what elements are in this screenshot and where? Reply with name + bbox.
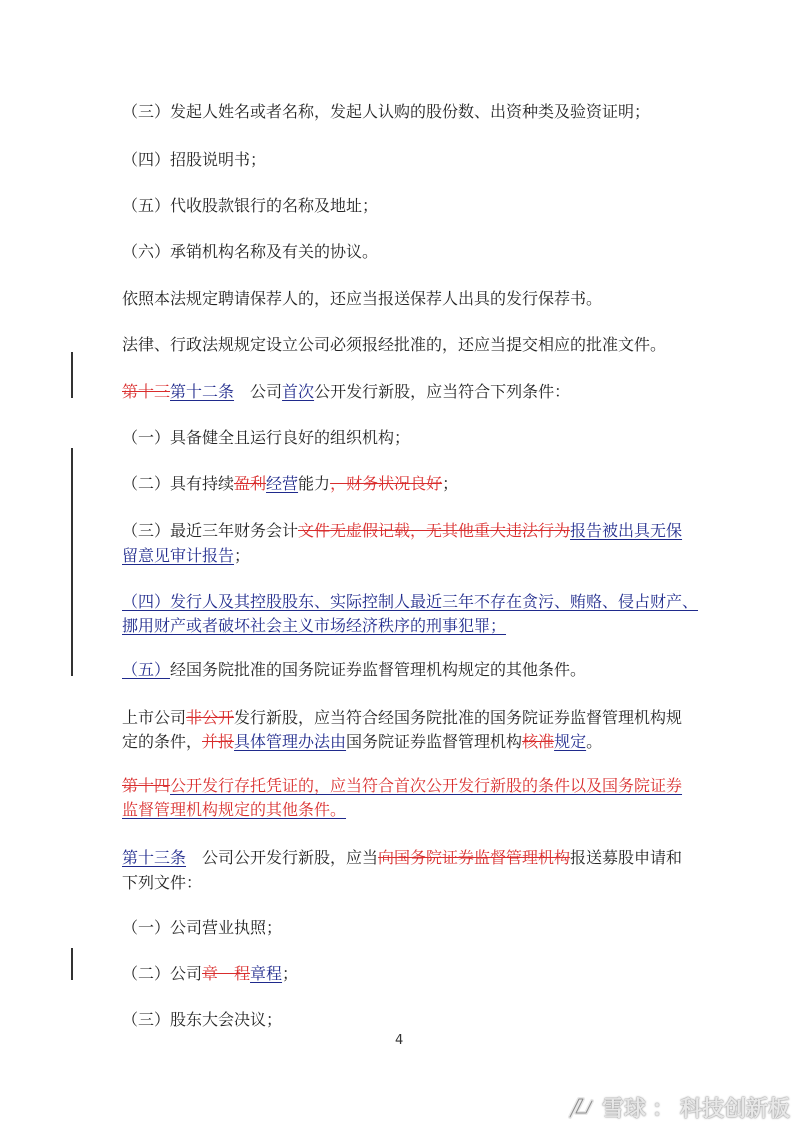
watermark-separator: ： (652, 1096, 675, 1122)
inserted-text: 报告被出具无保 (570, 521, 683, 540)
list-item-continuation (122, 616, 692, 636)
list-item-continuation (122, 546, 692, 566)
snowball-logo-icon (566, 1093, 596, 1121)
paragraph-continuation (122, 800, 692, 820)
inserted-text: 挪用财产或者破坏社会主义市场经济秩序的刑事犯罪； (122, 616, 507, 635)
article-heading (122, 776, 692, 796)
text: 能力 (298, 474, 331, 493)
list-item: （六）承销机构名称及有关的协议。 (122, 242, 379, 261)
article-heading (122, 848, 692, 868)
deleted-text: 第十四 (122, 776, 171, 795)
paragraph: 依照本法规定聘请保荐人的，还应当报送保荐人出具的发行保荐书。 (122, 289, 603, 308)
deleted-text: 文件无虚假记载，无其他重大违法行为 (298, 521, 571, 540)
text: 公开发行新股，应当符合下列条件： (314, 382, 571, 401)
list-item (122, 521, 692, 541)
deleted-text: 并报 (202, 732, 235, 751)
article-heading (122, 382, 692, 402)
text: 定的条件， (122, 732, 203, 751)
deleted-text: ，财务状况良好 (330, 474, 443, 493)
inserted-text: 监督管理机构规定的其他条件。 (122, 800, 347, 819)
text: （二）具有持续 (122, 474, 235, 493)
list-item (122, 660, 692, 680)
text: 公司 (234, 382, 283, 401)
watermark (566, 1092, 790, 1122)
list-item: （一）公司营业执照； (122, 918, 283, 937)
list-item: （四）招股说明书； (122, 150, 267, 169)
text: ； (282, 964, 299, 983)
inserted-text: 章程 (250, 964, 283, 983)
watermark-author: 科技创新板 (680, 1096, 791, 1122)
change-bar (71, 448, 73, 676)
inserted-text: （四）发行人及其控股股东、实际控制人最近三年不存在贪污、贿赂、侵占财产、 (122, 592, 699, 611)
text: 上市公司 (122, 708, 187, 727)
list-item (122, 964, 692, 984)
list-item: （三）股东大会决议； (122, 1010, 283, 1029)
inserted-text: 第十三条 (122, 848, 187, 867)
change-bar (71, 948, 73, 980)
list-item: （一）具备健全且运行良好的组织机构； (122, 428, 411, 447)
deleted-text: 向国务院证券监督管理机构 (378, 848, 571, 867)
list-item: （三）发起人姓名或者名称，发起人认购的股份数、出资种类及验资证明； (122, 102, 651, 121)
text: 公司公开发行新股，应当 (186, 848, 379, 867)
list-item (122, 592, 699, 612)
text: 发行新股，应当符合经国务院批准的国务院证券监督管理机构规 (234, 708, 683, 727)
inserted-text: 首次 (282, 382, 315, 401)
deleted-text: 核准 (522, 732, 555, 751)
list-item: （五）代收股款银行的名称及地址； (122, 196, 379, 215)
inserted-text: 公开发行存托凭证的，应当符合首次公开发行新股的条件以及国务院证券 (170, 776, 683, 795)
text: 国务院证券监督管理机构 (346, 732, 523, 751)
text: （三）最近三年财务会计 (122, 521, 299, 540)
inserted-text: 经营 (266, 474, 299, 493)
text: 。 (586, 732, 603, 751)
page-number: 4 (395, 1033, 404, 1048)
deleted-text: 盈利 (234, 474, 267, 493)
text: ； (234, 546, 251, 565)
inserted-text: （五） (122, 660, 171, 679)
deleted-text: 非公开 (186, 708, 235, 727)
text: 经国务院批准的国务院证券监督管理机构规定的其他条件。 (170, 660, 587, 679)
paragraph: 法律、行政法规规定设立公司必须报经批准的，还应当提交相应的批准文件。 (122, 335, 667, 354)
deleted-text: 第十三 (122, 382, 171, 401)
list-item (122, 474, 692, 494)
watermark-brand: 雪球 (602, 1096, 647, 1122)
inserted-text: 具体管理办法由 (234, 732, 347, 751)
paragraph-continuation (122, 732, 692, 752)
inserted-text: 留意见审计报告 (122, 546, 235, 565)
deleted-text: 章 程 (202, 964, 251, 983)
paragraph (122, 708, 692, 728)
paragraph-continuation: 下列文件： (122, 873, 203, 892)
change-bar (71, 352, 73, 398)
text: （二）公司 (122, 964, 203, 983)
inserted-text: 第十二条 (170, 382, 235, 401)
text: ； (442, 474, 459, 493)
inserted-text: 规定 (554, 732, 587, 751)
text: 报送募股申请和 (570, 848, 683, 867)
